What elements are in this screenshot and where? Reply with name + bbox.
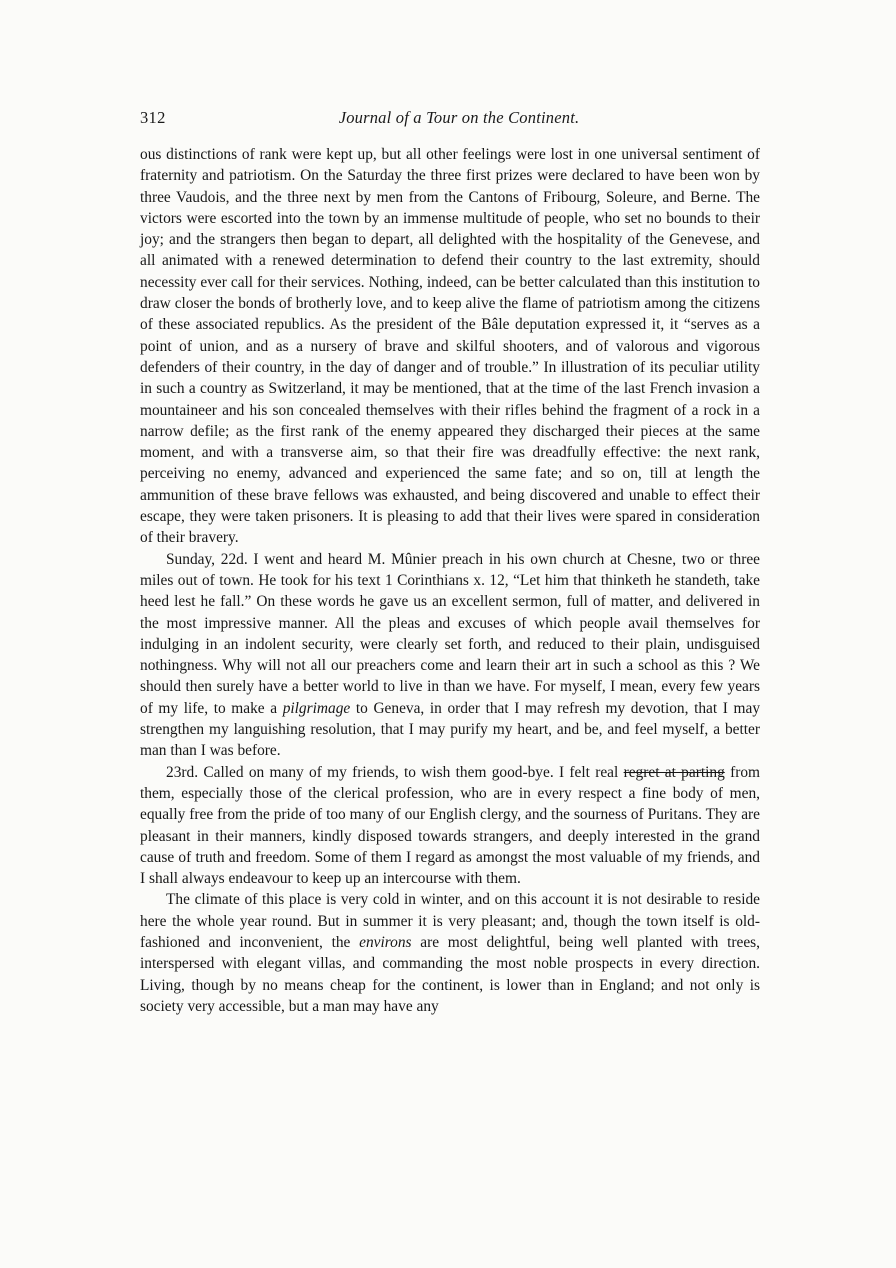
- running-head: Journal of a Tour on the Continent.: [338, 108, 580, 127]
- page-content: [140, 108, 760, 1017]
- paragraph-1: ous distinctions of rank were kept up, but all other feelings were lost in one universal sentiment of fraternity and patriotism. On the Saturday the three first prizes were declared to have been won by three Vaudois, and the three next by men from the Cantons of Fribourg, Soleure, and Berne. The victors were escorted into the town by an immense multitude of people, who set no bounds to their joy; and the strangers then began to depart, all delighted with the hospitality of the Genevese, and all animated with a renewed determination to defend their country to the last extremity, should necessity ever call for their services. Nothing, indeed, can be better calculated than this institution to draw closer the bonds of brotherly love, and to keep alive the flame of patriotism among the citizens of these associated republics. As the president of the Bâle deputation expressed it, it “serves as a point of union, and as a nursery of brave and skilful shooters, and of valorous and vigorous defenders of their country, in the day of danger and of trouble.” In illustration of its peculiar utility in such a country as Switzerland, it may be mentioned, that at the time of the last French invasion a mountaineer and his son concealed themselves with their rifles behind the fragment of a rock in a narrow defile; as the first rank of the enemy appeared they discharged their pieces at the same moment, and with a transverse aim, so that their fire was dreadfully effective: the next rank, perceiving no enemy, advanced and experienced the same fate; and so on, till at length the ammunition of these brave fellows was exhausted, and being discovered and unable to effect their escape, they were taken prisoners. It is pleasing to add that their lives were spared in consideration of their bravery.: [140, 146, 760, 547]
- page-header: [140, 108, 760, 128]
- paragraph-2: Sunday, 22d. I went and heard M. Mûnier preach in his own church at Chesne, two or three miles out of town. He took for his text 1 Corinthians x. 12, “Let him that thinketh he standeth, take heed lest he fall.” On these words he gave us an excellent sermon, full of matter, and delivered in the most impressive manner. All the pleas and excuses of which people avail themselves for indulging in an indolent security, were clearly set forth, and reduced to their plain, undisguised nothingness. Why will not all our preachers come and learn their art in such a school as this ? We should then surely have a better world to live in than we have. For myself, I mean, every few years of my life, to make a pilgrimage to Geneva, in order that I may refresh my devotion, that I may strengthen my languishing resolution, that I may purify my heart, and be, and feel myself, a better man than I was before.: [140, 550, 761, 760]
- page-number: 312: [140, 108, 166, 127]
- paragraph-4: The climate of this place is very cold in winter, and on this account it is not desirable to reside here the whole year round. But in summer it is very pleasant; and, though the town itself is old-fashioned and inconvenient, the environs are most delightful, being well planted with trees, interspersed with elegant villas, and commanding the most noble prospects in every direction. Living, though by no means cheap for the continent, is lower than in England; and not only is society very accessible, but a man may have any: [140, 891, 761, 1015]
- body-text: [140, 144, 760, 1017]
- paragraph-3: 23rd. Called on many of my friends, to wish them good-bye. I felt real regret at parting from them, especially those of the clerical profession, who are in every respect a fine body of men, equally free from the pride of too many of our English clergy, and the sourness of Puritans. They are pleasant in their manners, kindly disposed towards strangers, and deeply interested in the grand cause of truth and freedom. Some of them I regard as amongst the most valuable of my friends, and I shall always endeavour to keep up an intercourse with them.: [140, 763, 760, 888]
